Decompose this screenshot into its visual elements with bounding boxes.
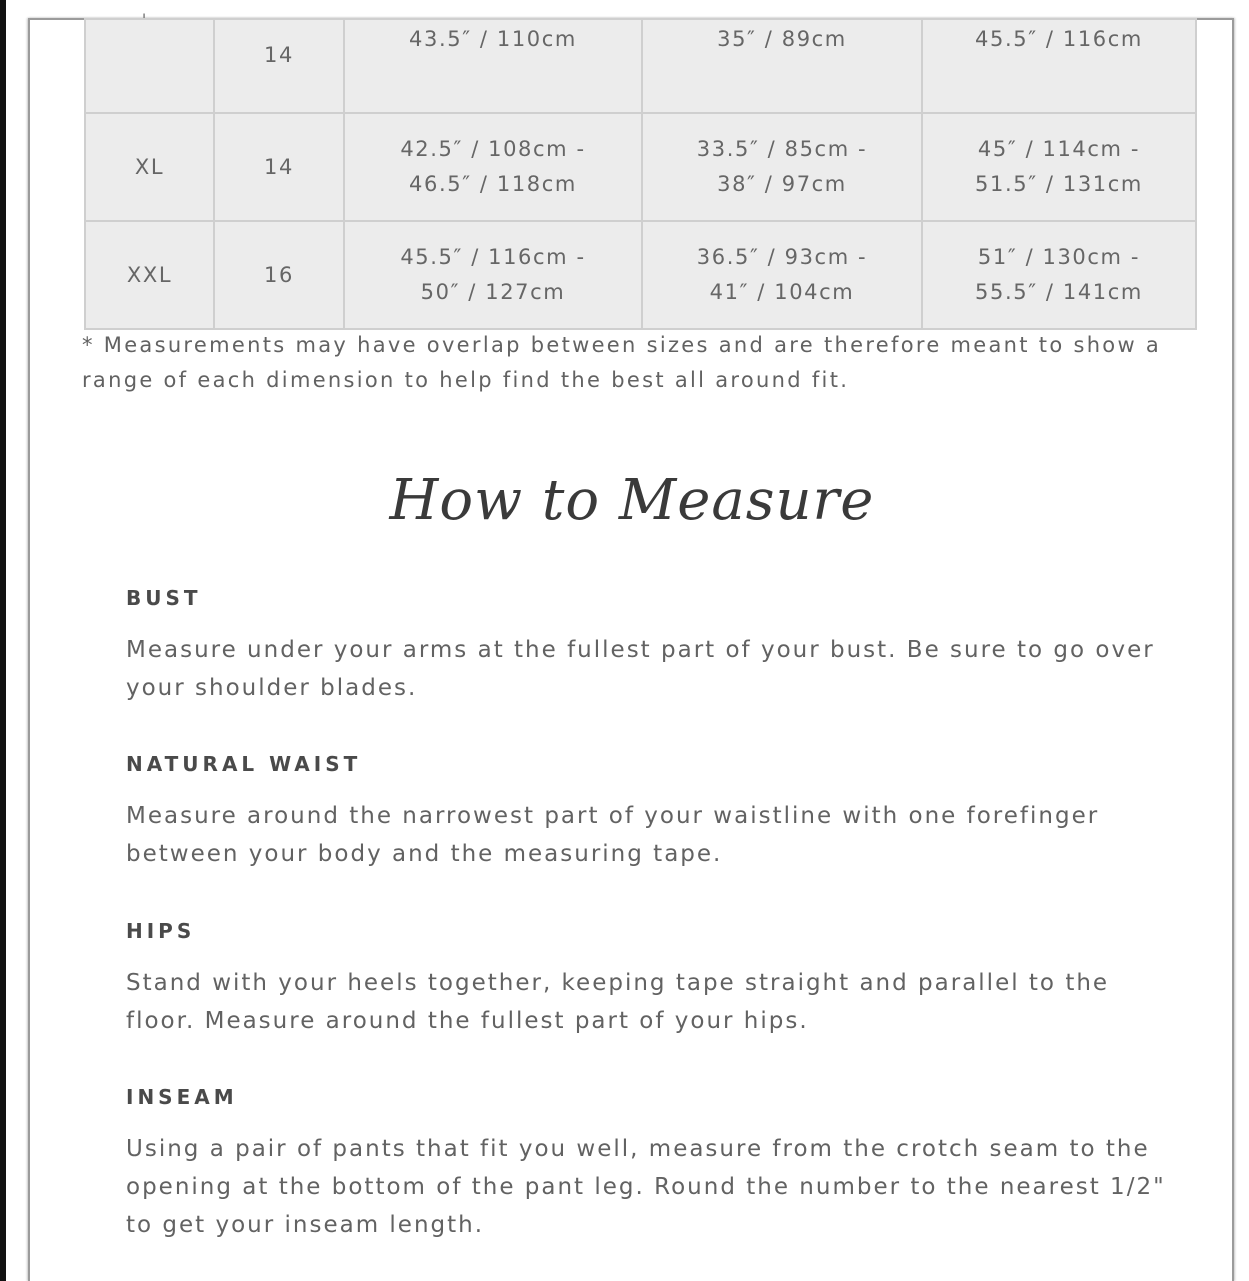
waist-range-start: 36.5″ / 93cm - — [696, 245, 868, 269]
waist-range-start: 33.5″ / 85cm - — [696, 137, 868, 161]
measurement-footnote: * Measurements may have overlap between sizes and are therefore meant to show a range of each dimension to help find the best all around fit. — [82, 333, 1162, 392]
us-size-cell: 14 — [214, 19, 344, 113]
hips-section-title: HIPS — [126, 919, 196, 943]
bust-range-start: 45.5″ / 116cm - — [400, 245, 586, 269]
hips-range-end: 51.5″ / 131cm — [975, 172, 1143, 196]
bust-cell — [344, 221, 642, 329]
waist-cell: 35″ / 89cm — [642, 19, 922, 113]
hips-cell — [922, 113, 1196, 221]
inseam-section-title: INSEAM — [126, 1085, 238, 1109]
waist-section-text: Measure around the narrowest part of your waistline with one forefinger between your body and the measuring tape. — [126, 803, 1100, 867]
how-to-measure-heading: How to Measure — [389, 468, 875, 533]
table-row — [85, 113, 1196, 221]
us-size-cell: 14 — [214, 113, 344, 221]
size-cell: XL — [85, 113, 214, 221]
size-guide-panel — [28, 18, 1234, 1281]
bust-cell — [344, 113, 642, 221]
bust-cell: 43.5″ / 110cm — [344, 19, 642, 113]
waist-range-end: 41″ / 104cm — [709, 280, 855, 304]
bust-section-text: Measure under your arms at the fullest part of your bust. Be sure to go over your shoulder blades. — [126, 637, 1155, 701]
us-size-cell: 16 — [214, 221, 344, 329]
hips-section-text: Stand with your heels together, keeping tape straight and parallel to the floor. Measure around the fullest part of your hips. — [126, 970, 1110, 1034]
waist-section-title: NATURAL WAIST — [126, 752, 362, 776]
hips-cell — [922, 221, 1196, 329]
bust-range-end: 46.5″ / 118cm — [409, 172, 577, 196]
waist-range-end: 38″ / 97cm — [717, 172, 847, 196]
hips-range-start: 45″ / 114cm - — [977, 137, 1141, 161]
hips-range-start: 51″ / 130cm - — [977, 245, 1141, 269]
left-edge-bar — [0, 0, 6, 1281]
size-cell — [85, 19, 214, 113]
table-row — [85, 19, 1196, 113]
bust-range-start: 42.5″ / 108cm - — [400, 137, 586, 161]
waist-cell — [642, 221, 922, 329]
bust-section-title: BUST — [126, 586, 202, 610]
size-chart-table — [84, 18, 1197, 330]
hips-cell: 45.5″ / 116cm — [922, 19, 1196, 113]
hips-range-end: 55.5″ / 141cm — [975, 280, 1143, 304]
bust-range-end: 50″ / 127cm — [420, 280, 566, 304]
size-cell: XXL — [85, 221, 214, 329]
table-row — [85, 221, 1196, 329]
inseam-section-text: Using a pair of pants that fit you well, measure from the crotch seam to the opening at the bottom of the pant leg. Round the number to the nearest 1/2" to get your inseam length. — [126, 1136, 1166, 1238]
waist-cell — [642, 113, 922, 221]
